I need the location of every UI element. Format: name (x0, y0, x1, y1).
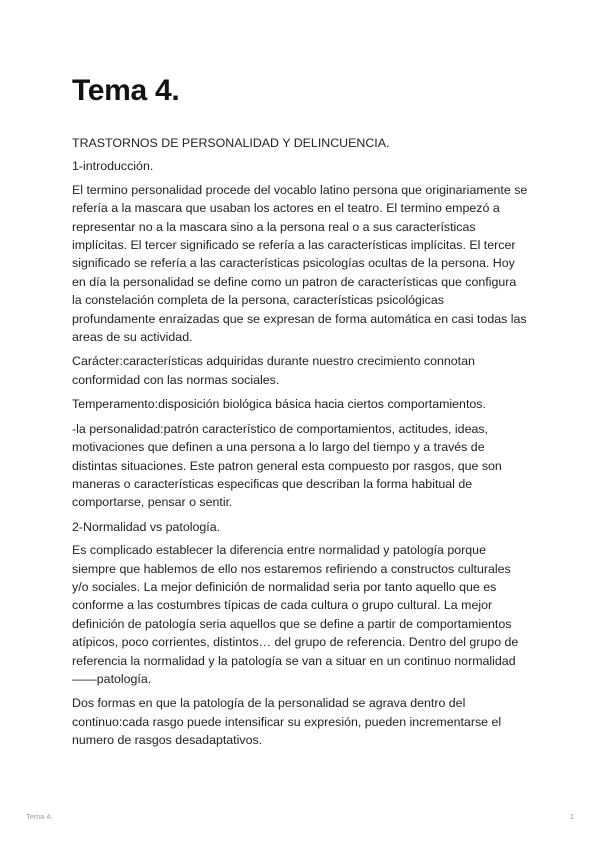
paragraph-normalidad-patologia: Es complicado establecer la diferencia entre normalidad y patología porque siempre que hablemos de ello nos estaremos refiriendo a constructos culturales y/o sociales. La mejor definición de normalidad seria por tanto aquello que es conforme a las costumbres típicas de cada cultura o grupo cultural. La mejor definición de patología seria aquellos que se define a partir de comportamientos atípicos, poco corrientes, distintos… del grupo de referencia. Dentro del grupo de referencia la normalidad y la patología se van a situar en un continuo normalidad——patología. (72, 543, 519, 686)
paragraph-personalidad-definicion: -la personalidad:patrón característico de comportamientos, actitudes, ideas, motivaciones que definen a una persona a lo largo del tiempo y a través de distintas situaciones. Este patron general esta compuesto por rasgos, que son maneras o características especificas que describan la forma habitual de comportarse, pensar o sentir. (72, 421, 502, 510)
section-heading-introduccion: 1-introducción. (72, 159, 154, 174)
section-heading-main: TRASTORNOS DE PERSONALIDAD Y DELINCUENCIA. (72, 136, 390, 150)
paragraph-temperamento: Temperamento:disposición biológica básica hacia ciertos comportamientos. (72, 397, 486, 412)
section-heading-normalidad: 2-Normalidad vs patología. (72, 519, 221, 534)
footer-title: Tema 4. (26, 812, 53, 821)
paragraph-personalidad-origen: El termino personalidad procede del vocablo latino persona que originariamente se refería a la mascara que usaban los actores en el teatro. El termino empezó a representar no a la mascara sino a la persona real o a sus características implícitas. El tercer significado se refería a las características implícitas. El tercer significado se refería a las características psicologías ocultas de la persona. Hoy en día la personalidad se define como un patron de características que configura la constelación completa de la persona, características psicológicas profundamente enraizadas que se expresan de forma automática en casi todas las areas de su actividad. (72, 182, 528, 345)
page-content (72, 72, 528, 756)
page-title: Tema 4. (72, 74, 180, 107)
paragraph-caracter: Carácter:características adquiridas durante nuestro crecimiento connotan conformidad con las normas sociales. (72, 354, 475, 387)
paragraph-formas-agravamiento: Dos formas en que la patología de la personalidad se agrava dentro del continuo:cada rasgo puede intensificar su expresión, pueden incrementarse el numero de rasgos desadaptativos. (72, 696, 502, 748)
document-body (72, 134, 528, 750)
page-number: 1 (569, 812, 574, 821)
